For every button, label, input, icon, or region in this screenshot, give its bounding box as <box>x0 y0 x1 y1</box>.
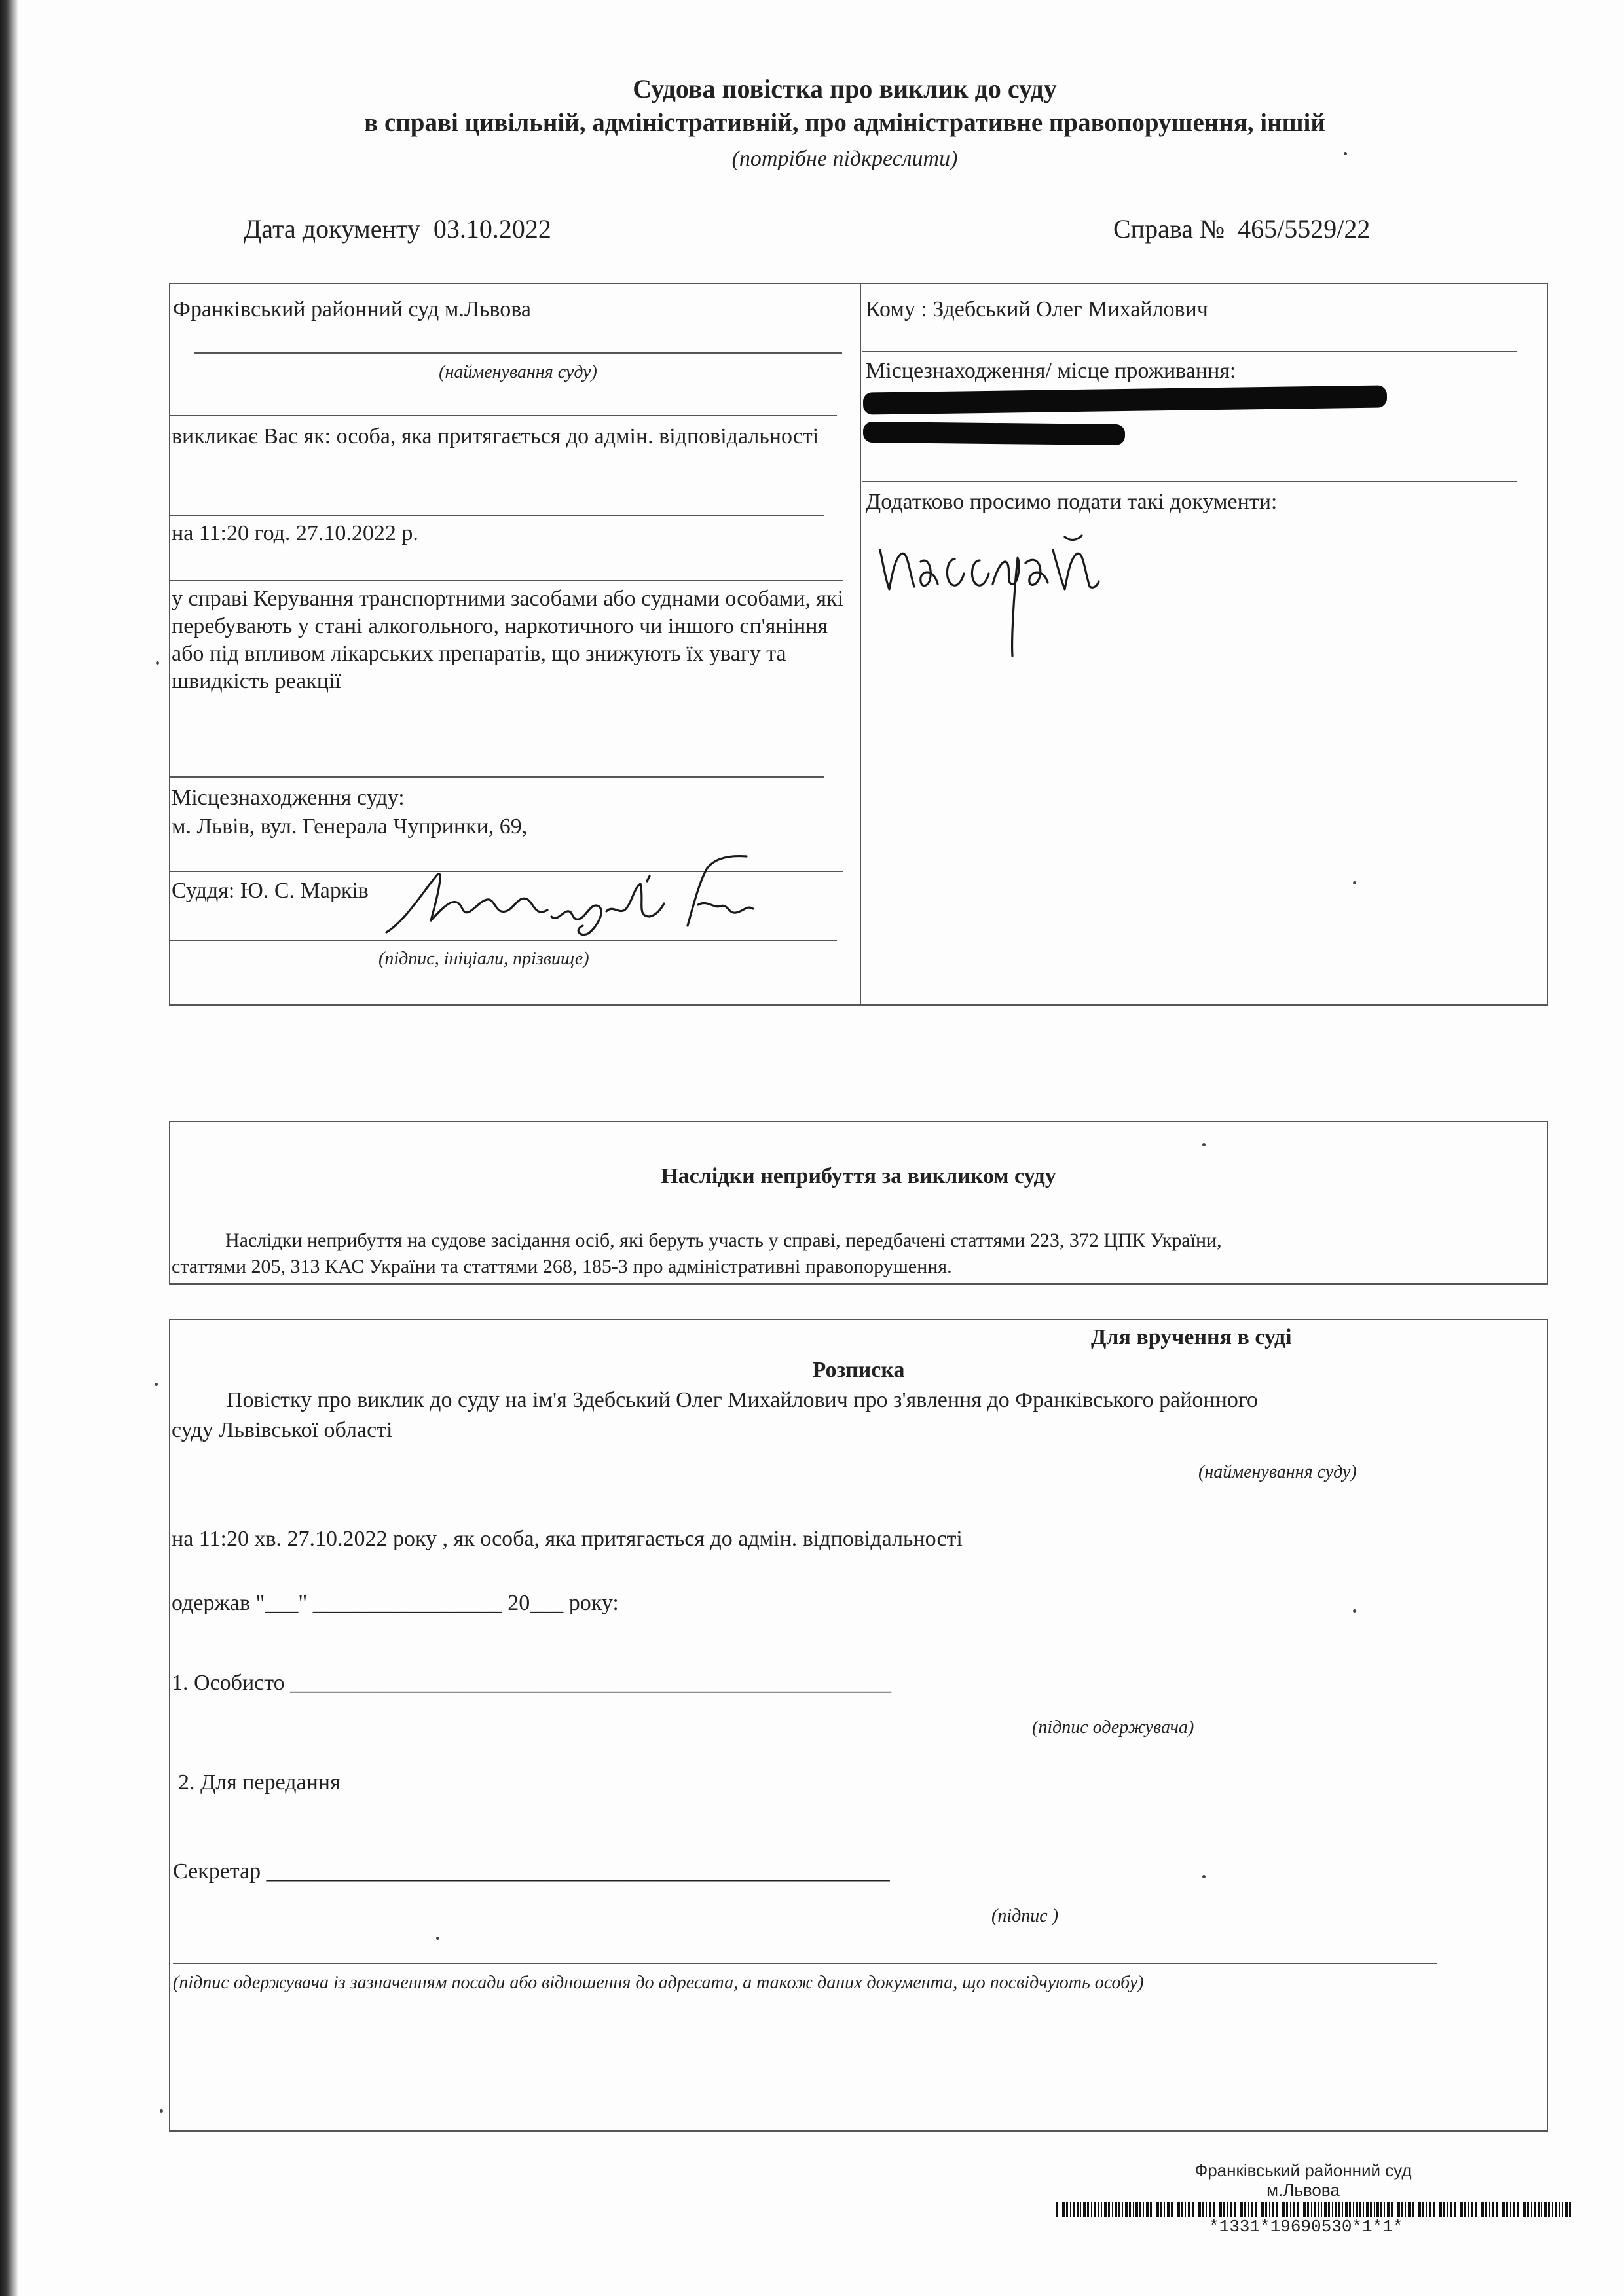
scan-edge-shadow <box>0 0 18 2296</box>
scan-speck <box>1353 1609 1356 1613</box>
consequences-title: Наслідки неприбуття за викликом суду <box>661 1164 1056 1188</box>
court-location-label: Місцезнаходження суду: <box>172 786 405 810</box>
redacted-address-line-2 <box>863 422 1125 445</box>
receipt-title: Розписка <box>812 1358 905 1382</box>
receipt-court-caption: (найменування суду) <box>1198 1462 1357 1482</box>
separator-line <box>169 515 824 516</box>
footer-court-name <box>1159 2160 1447 2200</box>
recipient-signature-caption: (підпис одержувача) <box>1032 1717 1194 1738</box>
table-column-divider <box>860 283 861 1006</box>
judge-signature-image <box>380 848 760 940</box>
case-number <box>1113 213 1370 245</box>
court-name: Франківський районний суд м.Львова <box>173 297 531 321</box>
secretary-signature-line: Секретар ________________________________________________________ <box>173 1859 890 1884</box>
consequences-text-line-1: Наслідки неприбуття на судове засідання осіб, які беруть участь у справі, передбачені статтями 223, 372 ЦПК України, <box>225 1230 1222 1251</box>
case-number-label: Справа № <box>1113 214 1225 244</box>
separator-line <box>169 415 837 416</box>
summons-role: викликає Вас як: особа, яка притягається до адмін. відповідальності <box>172 424 819 448</box>
recipient-details-line <box>173 1963 1437 1964</box>
scan-speck <box>1353 881 1356 884</box>
separator-line <box>169 580 843 581</box>
extra-documents-label: Додатково просимо подати такі документи: <box>866 490 1278 514</box>
scan-speck <box>160 2109 163 2113</box>
signature-caption: (підпис, ініціали, прізвище) <box>378 949 589 969</box>
scan-speck <box>1202 1875 1206 1878</box>
court-name-line <box>194 352 842 354</box>
barcode-text: *1331*19690530*1*1* <box>1209 2217 1403 2236</box>
received-date-line: одержав "___" _________________ 20___ року: <box>172 1591 619 1615</box>
scan-speck <box>1344 152 1347 155</box>
consequences-text-line-2: статтями 205, 313 КАС України та статтями 268, 185-3 про адміністративні правопорушення. <box>172 1256 952 1277</box>
scan-speck <box>1202 1143 1206 1146</box>
underline-note: (потрібне підкреслити) <box>731 147 958 171</box>
receipt-text-line-1: Повістку про виклик до суду на ім'я Здебський Олег Михайлович про з'явлення до Франківського районного <box>227 1388 1258 1412</box>
personal-signature-line: 1. Особисто ______________________________________________________ <box>172 1671 892 1695</box>
recipient-line <box>862 351 1517 352</box>
case-subject: у справі Керування транспортними засобами або суднами особами, які перебувають у стані алкогольного, наркотичного чи іншого сп'яніння або під впливом лікарських препаратів, що знижують їх увагу та швидкість реакції <box>172 587 844 693</box>
document-date-label: Дата документу <box>244 214 420 244</box>
document-title: Судова повістка про виклик до суду <box>633 74 1057 103</box>
scan-speck <box>155 1383 158 1386</box>
barcode <box>1056 2202 1573 2217</box>
separator-line <box>169 776 824 778</box>
hearing-time: на 11:20 год. 27.10.2022 р. <box>172 521 418 545</box>
document-date-value: 03.10.2022 <box>433 214 551 244</box>
scan-speck <box>436 1937 439 1940</box>
for-court-delivery: Для вручення в суді <box>1091 1325 1292 1349</box>
court-location: м. Львів, вул. Генерала Чупринки, 69, <box>172 814 528 839</box>
case-number-value: 465/5529/22 <box>1238 214 1371 244</box>
recipient-name: Кому : Здебський Олег Михайлович <box>866 297 1208 321</box>
recipient-location-label: Місцезнаходження/ місце проживання: <box>866 359 1236 383</box>
footer-court-line-2: м.Львова <box>1266 2180 1340 2200</box>
address-line <box>862 481 1517 482</box>
signature-line <box>169 940 837 941</box>
for-transfer-label: 2. Для передання <box>178 1770 341 1795</box>
judge-name: Суддя: Ю. С. Марків <box>172 879 369 903</box>
secretary-signature-caption: (підпис ) <box>991 1906 1059 1926</box>
handwritten-documents-note <box>877 524 1100 661</box>
receipt-time-line: на 11:20 хв. 27.10.2022 року , як особа, яка притягається до адмін. відповідальності <box>172 1527 963 1551</box>
recipient-details-caption: (підпис одержувача із зазначенням посади або відношення до адресата, а також даних документа, що посвідчують особу) <box>173 1973 1144 1993</box>
document-date <box>244 213 551 245</box>
document-subtitle: в справі цивільній, адміністративній, про адміністративне правопорушення, іншій <box>364 109 1325 137</box>
footer-court-line-1: Франківський районний суд <box>1194 2160 1412 2180</box>
court-name-caption: (найменування суду) <box>439 362 597 382</box>
receipt-text-line-2: суду Львівської області <box>172 1418 393 1442</box>
scan-speck <box>156 661 159 665</box>
